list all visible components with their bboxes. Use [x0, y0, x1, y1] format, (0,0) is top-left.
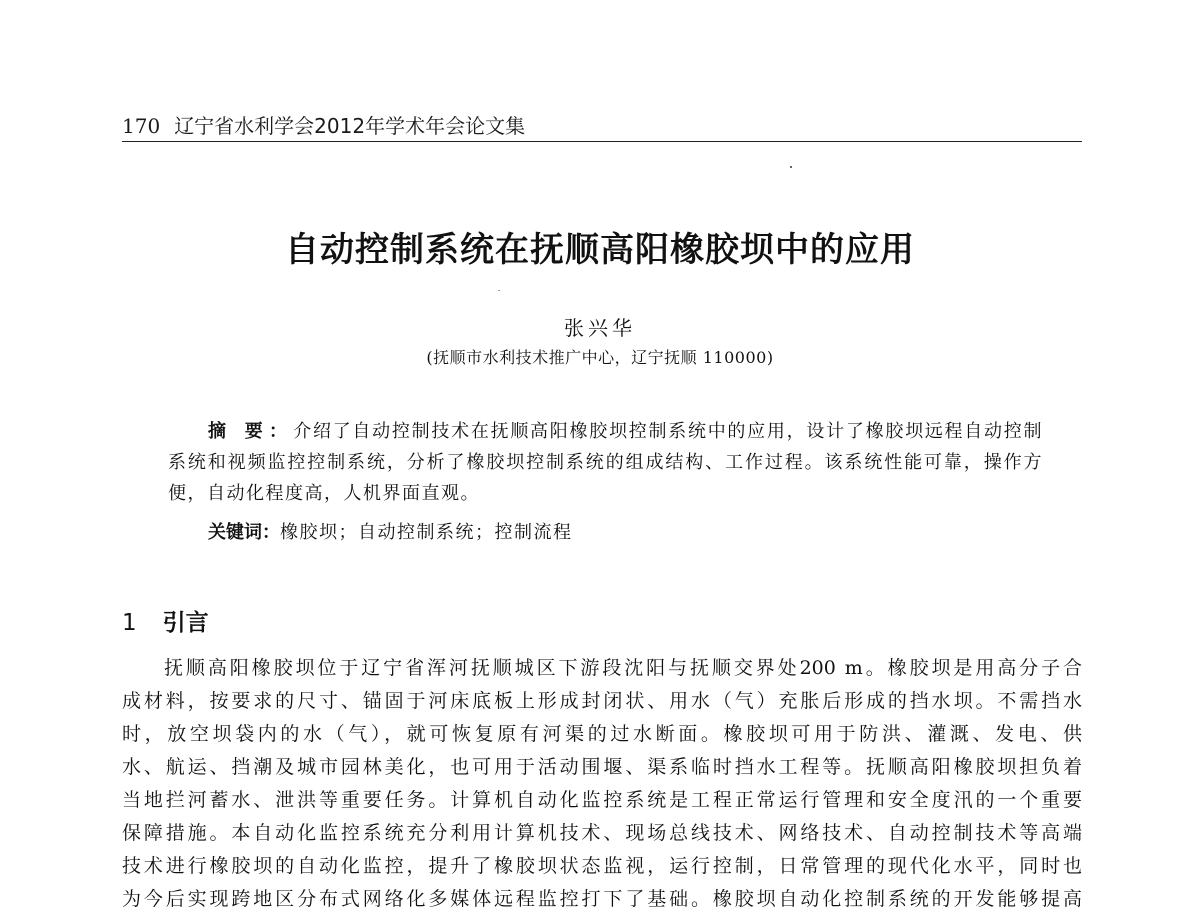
body-line: 为今后实现跨地区分布式网络化多媒体远程监控打下了基础。橡胶坝自动化控制系统的开发能够提高 [122, 888, 1082, 910]
author-affiliation: (抚顺市水利技术推广中心，辽宁抚顺 110000) [426, 348, 774, 367]
author-name: 张兴华 [564, 316, 636, 340]
section-heading [122, 604, 209, 637]
abstract-text: 介绍了自动控制技术在抚顺高阳橡胶坝控制系统中的应用，设计了橡胶坝远程自动控制系统和视频监控控制系统，分析了橡胶坝控制系统的组成结构、工作过程。该系统性能可靠，操作方便，自动化程度高，人机界面直观。 [168, 421, 1043, 504]
section-number: 1 [122, 610, 137, 636]
section-title: 引言 [162, 610, 209, 636]
keywords-label: 关键词： [208, 522, 280, 543]
running-header [122, 112, 1082, 140]
keywords-text: 橡胶坝；自动控制系统；控制流程 [280, 522, 573, 543]
body-line: 技术进行橡胶坝的自动化监控，提升了橡胶坝状态监视，运行控制，日常管理的现代化水平，同时也 [122, 855, 1082, 877]
body-line: 成材料，按要求的尺寸、锚固于河床底板上形成封闭状、用水（气）充胀后形成的挡水坝。不需挡水 [122, 690, 1082, 712]
body-line: 保障措施。本自动化监控系统充分利用计算机技术、现场总线技术、网络技术、自动控制技术等高端 [122, 822, 1082, 844]
abstract [168, 416, 1043, 509]
scan-speck-2 [498, 290, 500, 291]
body-text [122, 652, 1082, 916]
body-line: 抚顺高阳橡胶坝位于辽宁省浑河抚顺城区下游段沈阳与抚顺交界处200 m。橡胶坝是用高分子合 [164, 657, 1082, 679]
body-line: 时，放空坝袋内的水（气），就可恢复原有河渠的过水断面。橡胶坝可用于防洪、灌溉、发电、供 [122, 723, 1082, 745]
paper-title: 自动控制系统在抚顺高阳橡胶坝中的应用 [285, 230, 915, 270]
abstract-label: 摘 要： [208, 421, 294, 442]
keywords [208, 518, 1043, 544]
journal-title: 辽宁省水利学会2012年学术年会论文集 [174, 114, 526, 138]
body-line: 当地拦河蓄水、泄洪等重要任务。计算机自动化监控系统是工程正常运行管理和安全度汛的一个重要 [122, 789, 1082, 811]
header-rule [122, 141, 1082, 142]
page-number: 170 [122, 114, 161, 138]
scan-speck [790, 166, 792, 168]
body-line: 水、航运、挡潮及城市园林美化，也可用于活动围堰、渠系临时挡水工程等。抚顺高阳橡胶坝担负着 [122, 756, 1082, 778]
